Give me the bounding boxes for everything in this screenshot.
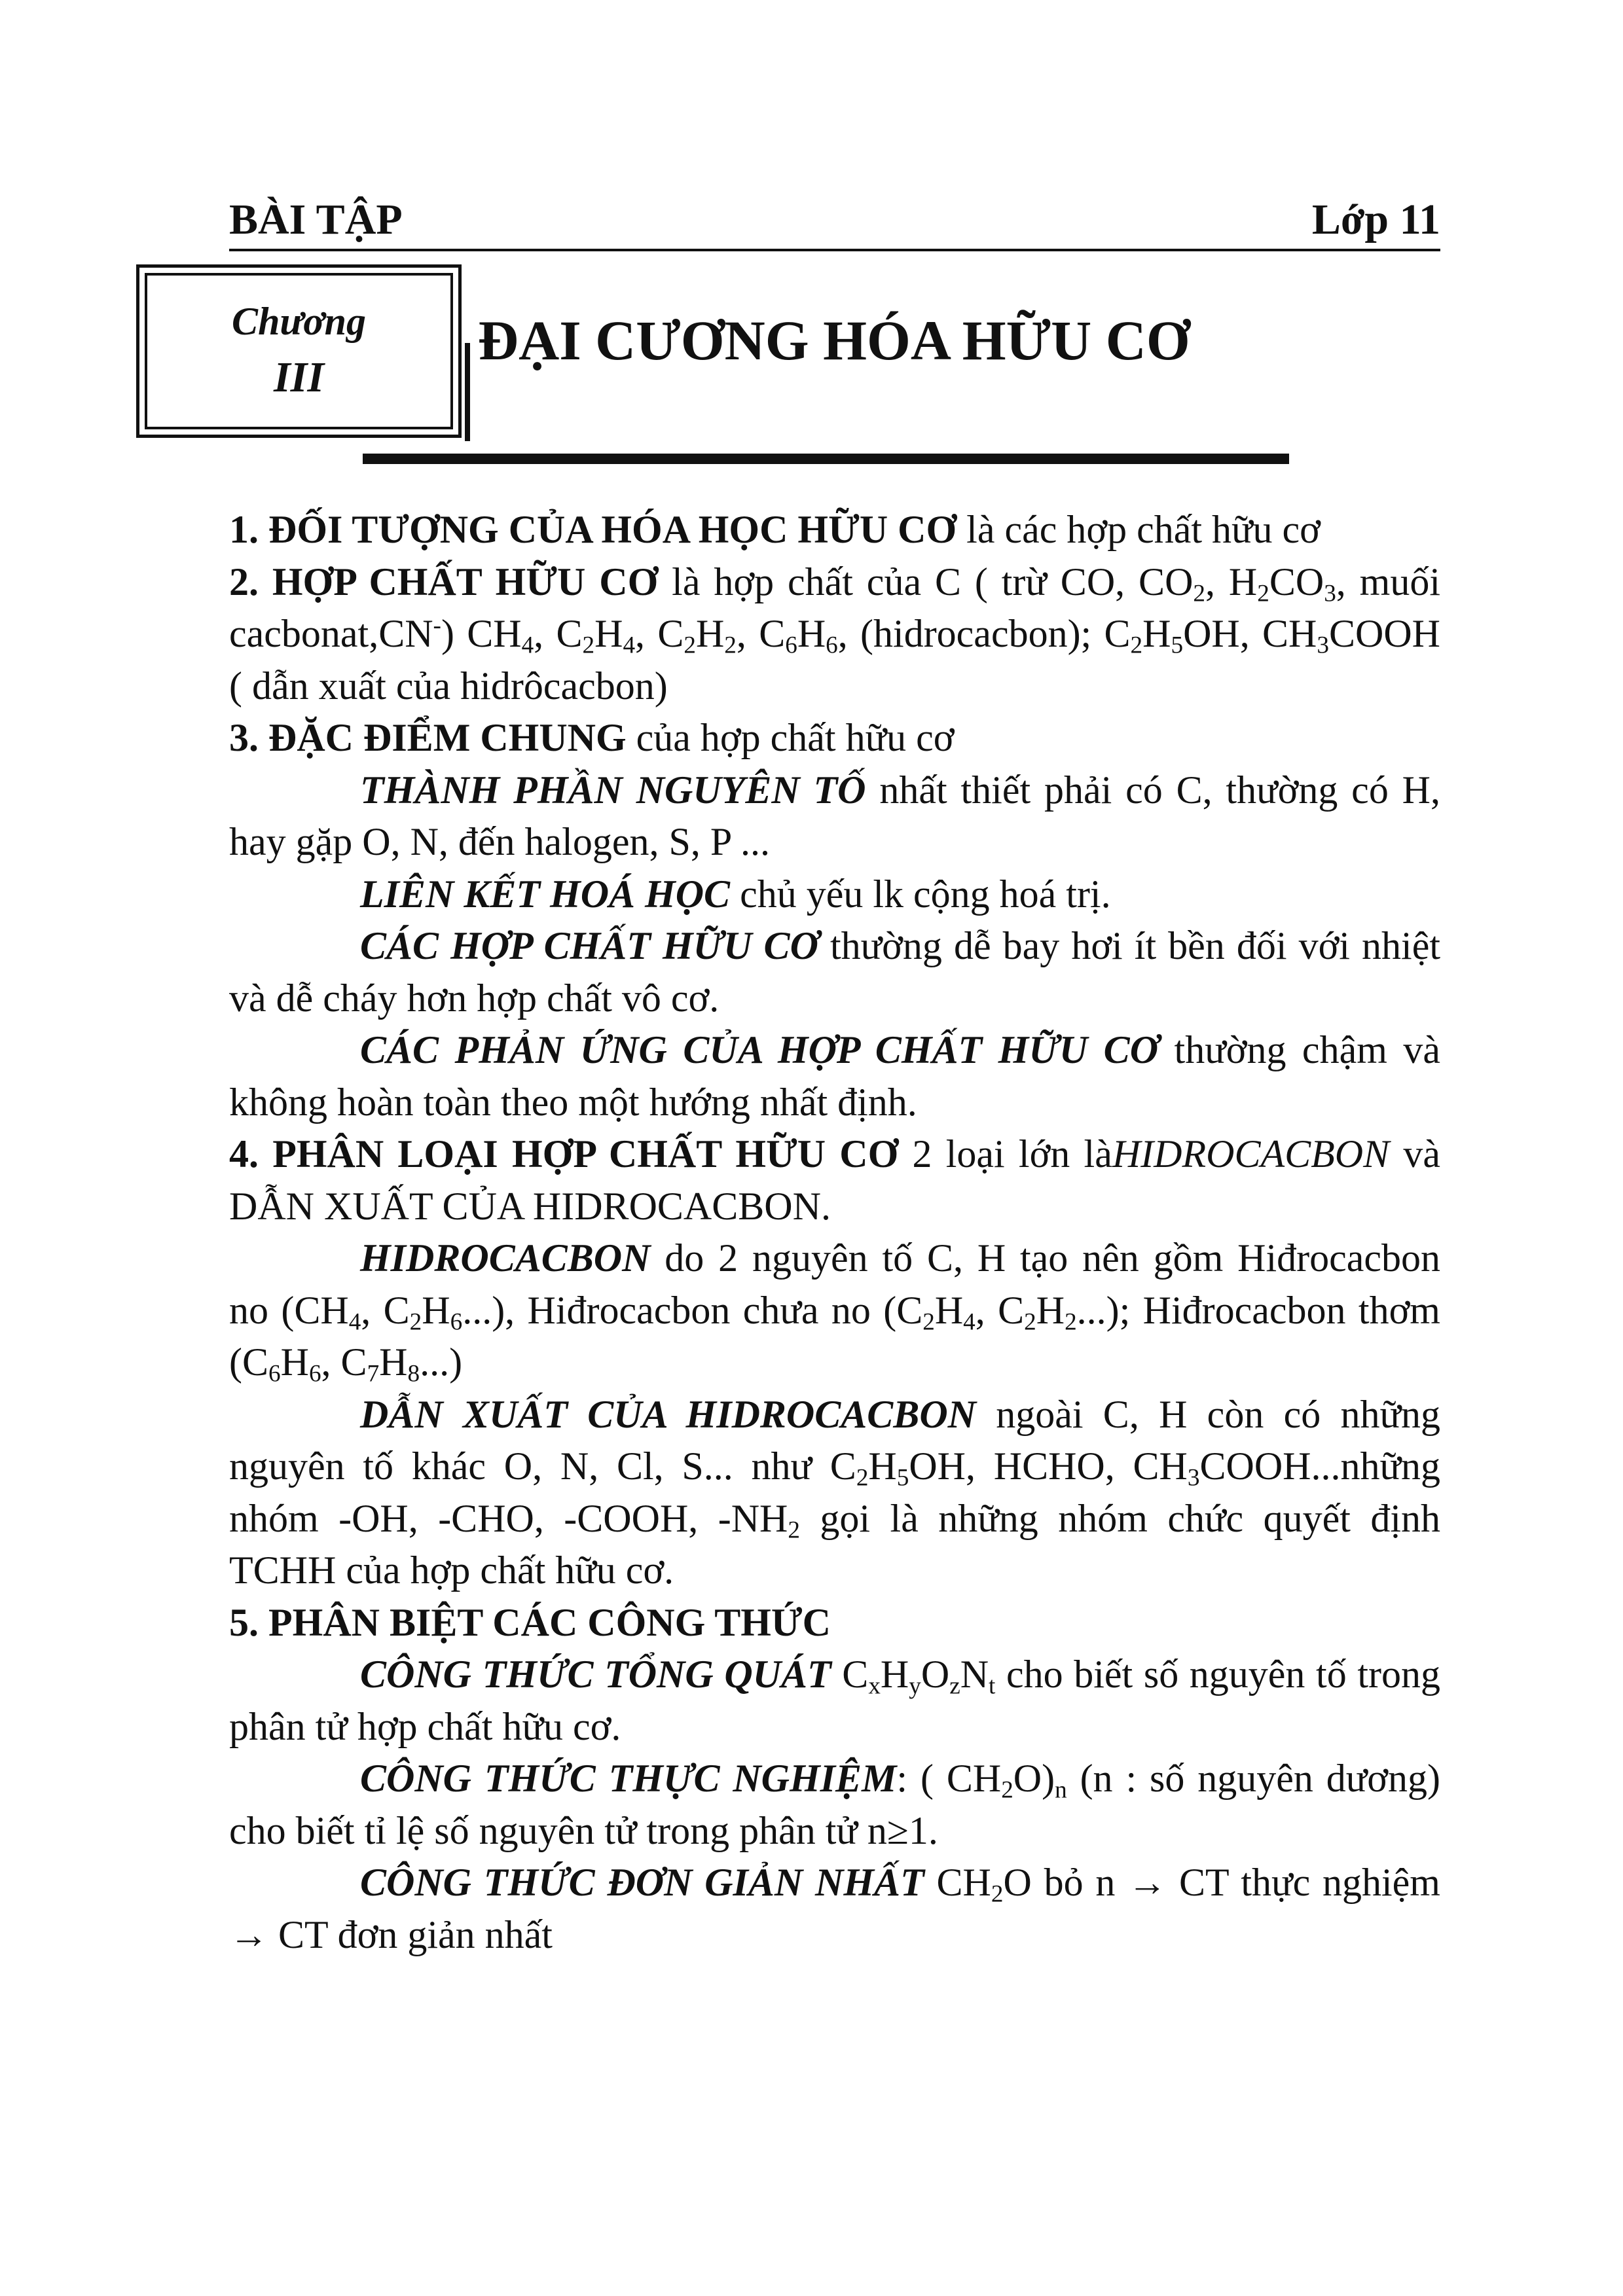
section-2	[229, 556, 1440, 713]
subscript: 8	[407, 1360, 420, 1388]
chapter-number: III	[273, 353, 325, 402]
chapter-word: Chương	[232, 300, 366, 344]
text-run: , C	[736, 612, 786, 655]
chapter-box-inner	[145, 273, 453, 429]
subscript: 2	[409, 1308, 422, 1335]
subscript: z	[949, 1672, 960, 1700]
term-label: LIÊN KẾT HOÁ HỌC	[360, 872, 731, 916]
subscript: 3	[1187, 1464, 1200, 1492]
paragraph-bonding	[229, 869, 1440, 921]
section-5	[229, 1597, 1440, 1649]
subscript: 2	[788, 1516, 800, 1543]
header-left: BÀI TẬP	[229, 196, 403, 243]
text-run: của hợp chất hữu cơ	[626, 716, 955, 759]
text-run: 2 loại lớn là	[898, 1132, 1112, 1175]
term-label: HIDROCACBON	[360, 1236, 651, 1280]
subscript: 2	[1065, 1308, 1077, 1335]
subscript: 2	[1001, 1776, 1013, 1804]
subscript: t	[989, 1672, 996, 1700]
subscript: 2	[582, 632, 595, 659]
document-body	[229, 504, 1440, 1961]
text-run: chủ yếu lk cộng hoá trị.	[730, 872, 1111, 916]
section-4-heading: 4. PHÂN LOẠI HỢP CHẤT HỮU CƠ	[229, 1132, 899, 1175]
subscript: 5	[896, 1464, 909, 1492]
subscript: 4	[348, 1308, 361, 1335]
term-label: THÀNH PHẦN NGUYÊN TỐ	[360, 768, 866, 812]
text-run: H	[1142, 612, 1171, 655]
paragraph-reactions	[229, 1024, 1440, 1128]
subscript: 6	[268, 1360, 281, 1388]
subscript: 3	[1317, 632, 1329, 659]
subscript: 6	[450, 1308, 463, 1335]
chapter-title-text: ĐẠI CƯƠNG HÓA HỮU CƠ	[478, 309, 1190, 372]
text-run: , C	[361, 1288, 410, 1332]
term-label: CÔNG THỨC ĐƠN GIẢN NHẤT	[360, 1861, 924, 1904]
section-5-heading: 5. PHÂN BIỆT CÁC CÔNG THỨC	[229, 1600, 831, 1644]
paragraph-hydrocarbon	[229, 1232, 1440, 1389]
subscript: 7	[367, 1360, 380, 1388]
text-run: gọi là những nhóm chức quyết định TCHH của hợp chất hữu cơ.	[229, 1496, 1440, 1592]
text-run: OH, CH	[1183, 612, 1317, 655]
text-run: , C	[975, 1288, 1025, 1332]
chapter-title	[464, 308, 1190, 373]
text-run: COOH...những nhóm -OH, -CHO, -COOH, -NH	[229, 1444, 1440, 1540]
page-header	[229, 190, 1440, 251]
subscript: 3	[1324, 579, 1336, 607]
term-label: CÔNG THỨC TỔNG QUÁT	[360, 1653, 831, 1696]
subscript: 4	[963, 1308, 976, 1335]
subscript: 2	[856, 1464, 869, 1492]
subscript: 6	[308, 1360, 321, 1388]
text-run: H	[1036, 1288, 1065, 1332]
subscript: 2	[1130, 632, 1143, 659]
text-run: H	[934, 1288, 964, 1332]
subscript: 2	[684, 632, 696, 659]
text-run: CO	[1269, 560, 1324, 603]
term-label: CÔNG THỨC THỰC NGHIỆM	[360, 1757, 897, 1800]
text-run: và DẪN XUẤT CỦA HIDROCACBON.	[229, 1132, 1440, 1228]
section-4	[229, 1128, 1440, 1232]
text-run: H	[695, 612, 725, 655]
text-run: ...); Hiđrocacbon thơm (C	[229, 1288, 1440, 1384]
text-run: H	[379, 1340, 408, 1384]
subscript: 2	[1193, 579, 1205, 607]
text-run: ) CH	[441, 612, 522, 655]
text-run: O	[921, 1653, 950, 1696]
subscript: y	[909, 1672, 921, 1700]
subscript: 4	[521, 632, 534, 659]
paragraph-derivative	[229, 1389, 1440, 1597]
text-run: COOH ( dẫn xuất của hidrôcacbon)	[229, 612, 1440, 708]
subscript: 6	[826, 632, 838, 659]
text-run: thường chậm và không hoàn toàn theo một hướng nhất định.	[229, 1028, 1440, 1124]
header-right: Lớp 11	[1311, 196, 1440, 243]
term-label: CÁC PHẢN ỨNG CỦA HỢP CHẤT HỮU CƠ	[360, 1028, 1159, 1071]
section-1-text: là các hợp chất hữu cơ	[957, 508, 1321, 551]
paragraph-empirical-formula	[229, 1753, 1440, 1857]
paragraph-general-formula	[229, 1649, 1440, 1753]
text-run: N	[960, 1653, 989, 1696]
subscript: 5	[1171, 632, 1184, 659]
text-run: , C	[635, 612, 684, 655]
text-run: H	[797, 612, 826, 655]
text-run: cho biết số nguyên tố trong phân tử hợp chất hữu cơ.	[229, 1653, 1440, 1748]
text-run: C	[831, 1653, 869, 1696]
text-run: , H	[1205, 560, 1258, 603]
text-run: OH, HCHO, CH	[909, 1444, 1188, 1488]
text-run: H	[880, 1653, 909, 1696]
section-2-heading: 2. HỢP CHẤT HỮU CƠ	[229, 560, 659, 603]
text-run: HIDROCACBON	[1112, 1132, 1390, 1175]
text-run: thường dễ bay hơi ít bền đối với nhiệt và dễ cháy hơn hợp chất vô cơ.	[229, 924, 1441, 1020]
text-run: ...), Hiđrocacbon chưa no (C	[462, 1288, 923, 1332]
text-run: H	[280, 1340, 309, 1384]
text-run: (n : số nguyên dương) cho biết tỉ lệ số nguyên tử trong phân tử n≥1.	[229, 1757, 1440, 1852]
subscript: 4	[623, 632, 636, 659]
text-run: H	[422, 1288, 450, 1332]
subscript: 2	[991, 1880, 1004, 1908]
text-run: ngoài C, H còn có những nguyên tố khác O, N, Cl, S... như C	[229, 1392, 1440, 1488]
text-run: H	[868, 1444, 897, 1488]
paragraph-simplest-formula	[229, 1857, 1440, 1961]
subscript: 2	[1257, 579, 1269, 607]
title-underline	[363, 454, 1289, 464]
subscript: 2	[1024, 1308, 1036, 1335]
subscript: 2	[922, 1308, 935, 1335]
section-3-heading: 3. ĐẶC ĐIỂM CHUNG	[229, 716, 627, 759]
term-label: DẪN XUẤT CỦA HIDROCACBON	[360, 1392, 976, 1436]
text-run: O)	[1013, 1757, 1055, 1800]
text-run: do 2 nguyên tố C, H tạo nên gồm Hiđrocacbon no (CH	[229, 1236, 1440, 1332]
section-1-heading: 1. ĐỐI TƯỢNG CỦA HÓA HỌC HỮU CƠ	[229, 508, 957, 551]
text-run: , C	[321, 1340, 367, 1384]
text-run: : ( CH	[896, 1757, 1002, 1800]
text-run: H	[594, 612, 623, 655]
section-1	[229, 504, 1440, 556]
subscript: x	[868, 1672, 881, 1700]
text-run: là hợp chất của C ( trừ CO, CO	[658, 560, 1194, 603]
section-3	[229, 712, 1440, 764]
paragraph-composition	[229, 764, 1440, 869]
text-run: , muối cacbonat,CN	[229, 560, 1441, 655]
subscript: 6	[785, 632, 797, 659]
subscript: 2	[724, 632, 737, 659]
term-label: CÁC HỢP CHẤT HỮU CƠ	[360, 924, 818, 967]
text-run: nhất thiết phải có C, thường có H, hay gặp O, N, đến halogen, S, P ...	[229, 768, 1440, 863]
text-run: , (hidrocacbon); C	[837, 612, 1131, 655]
superscript: -	[433, 612, 441, 639]
text-run: O bỏ n → CT thực nghiệm → CT đơn giản nhất	[229, 1861, 1440, 1956]
text-run: , C	[534, 612, 583, 655]
text-run: CH	[924, 1861, 991, 1904]
text-run: ...)	[420, 1340, 463, 1384]
paragraph-properties	[229, 920, 1440, 1024]
chapter-box	[136, 264, 462, 438]
subscript: n	[1055, 1776, 1067, 1804]
